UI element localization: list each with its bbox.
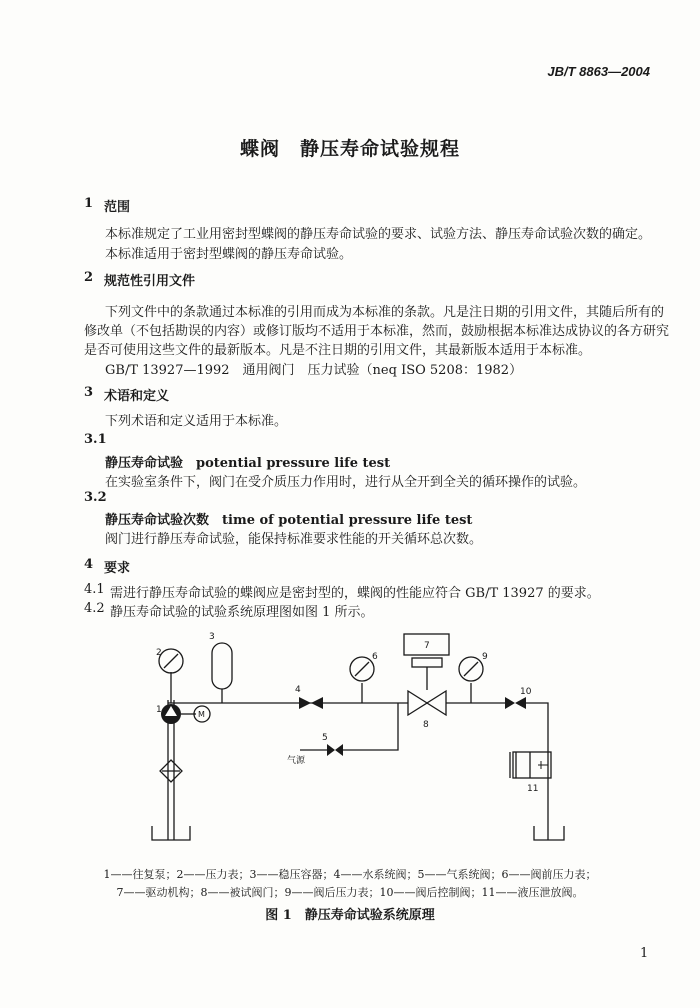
valve-5-icon <box>327 744 343 756</box>
label-4: 4 <box>295 685 301 695</box>
valve-4-icon <box>299 697 323 709</box>
label-8: 8 <box>423 720 429 730</box>
clause-3-1-definition: 在实验室条件下，阀门在受介质压力作用时，进行从全开到全关的循环操作的试验。 <box>105 475 587 490</box>
section-2-para-line-3: 是否可使用这些文件的最新版本。凡是不注日期的引用文件，其最新版本适用于本标准。 <box>84 343 592 358</box>
label-1: 1 <box>156 705 162 715</box>
clause-3-2-definition: 阀门进行静压寿命试验，能保持标准要求性能的开关循环总次数。 <box>105 532 483 547</box>
clause-4-1-text: 需进行静压寿命试验的蝶阀应是密封型的，蝶阀的性能应符合 GB/T 13927 的要求。 <box>110 586 600 601</box>
clause-3-2-number: 3.2 <box>84 490 107 505</box>
section-2-heading: 规范性引用文件 <box>104 274 196 289</box>
section-1-para-2: 本标准适用于密封型蝶阀的静压寿命试验。 <box>105 247 353 262</box>
motor-label: M <box>198 710 205 719</box>
label-9: 9 <box>482 652 488 662</box>
label-5: 5 <box>322 733 328 743</box>
section-2-number: 2 <box>84 270 94 285</box>
section-3-intro: 下列术语和定义适用于本标准。 <box>105 414 288 429</box>
downstream-pipe <box>526 703 548 840</box>
figure-legend-line-2: 7——驱动机构；8——被试阀门；9——阀后压力表；10——阀后控制阀；11——液压泄放阀。 <box>116 886 584 899</box>
clause-4-1-number: 4.1 <box>84 582 105 597</box>
label-11: 11 <box>527 784 539 794</box>
section-4-number: 4 <box>84 557 94 572</box>
drive-coupling-icon <box>412 658 442 667</box>
figure-title: 图 1 静压寿命试验系统原理 <box>265 908 435 923</box>
clause-3-1-term: 静压寿命试验 potential pressure life test <box>105 456 391 471</box>
tank-3-icon <box>212 643 232 689</box>
section-3-heading: 术语和定义 <box>104 389 170 404</box>
section-1-number: 1 <box>84 196 94 211</box>
section-2-para-line-2: 修改单（不包括勘误的内容）或修订版均不适用于本标准，然而，鼓励根据本标准达成协议的各方研究 <box>84 324 670 339</box>
section-1-heading: 范围 <box>104 200 131 215</box>
reservoir-left-icon <box>152 826 190 840</box>
reservoir-right-icon <box>534 826 564 840</box>
standard-number: JB/T 8863—2004 <box>547 64 650 79</box>
page-number: 1 <box>640 946 649 961</box>
tested-valve-8-icon <box>408 691 446 715</box>
air-source-label: 气源 <box>287 756 306 766</box>
gauge-6-needle <box>355 662 369 676</box>
section-1-para-1: 本标准规定了工业用密封型蝶阀的静压寿命试验的要求、试验方法、静压寿命试验次数的确定。 <box>105 227 652 242</box>
section-2-reference: GB/T 13927—1992 通用阀门 压力试验（neq ISO 5208：1982） <box>105 363 523 378</box>
section-2-para-line-1: 下列文件中的条款通过本标准的引用而成为本标准的条款。凡是注日期的引用文件，其随后所有的 <box>105 305 665 320</box>
clause-4-2-number: 4.2 <box>84 601 105 616</box>
valve-10-icon <box>505 697 526 709</box>
clause-3-1-number: 3.1 <box>84 432 107 447</box>
air-branch-pipe <box>343 703 398 750</box>
clause-4-2-text: 静压寿命试验的试验系统原理图如图 1 所示。 <box>110 605 374 620</box>
gauge-9-needle <box>464 662 478 676</box>
figure-legend-line-1: 1——往复泵；2——压力表；3——稳压容器；4——水系统阀；5——气系统阀；6——阀前压力表； <box>103 868 597 881</box>
relief-valve-11-detail <box>538 761 548 769</box>
page-title: 蝶阀 静压寿命试验规程 <box>239 138 460 160</box>
label-10: 10 <box>520 687 532 697</box>
label-3: 3 <box>209 632 215 642</box>
label-7: 7 <box>424 641 430 651</box>
test-system-schematic <box>0 620 700 860</box>
label-2: 2 <box>156 648 162 658</box>
section-4-heading: 要求 <box>104 561 131 576</box>
clause-3-2-term: 静压寿命试验次数 time of potential pressure life test <box>105 513 473 528</box>
label-6: 6 <box>372 652 378 662</box>
gauge-2-needle <box>164 654 178 668</box>
section-3-number: 3 <box>84 385 94 400</box>
